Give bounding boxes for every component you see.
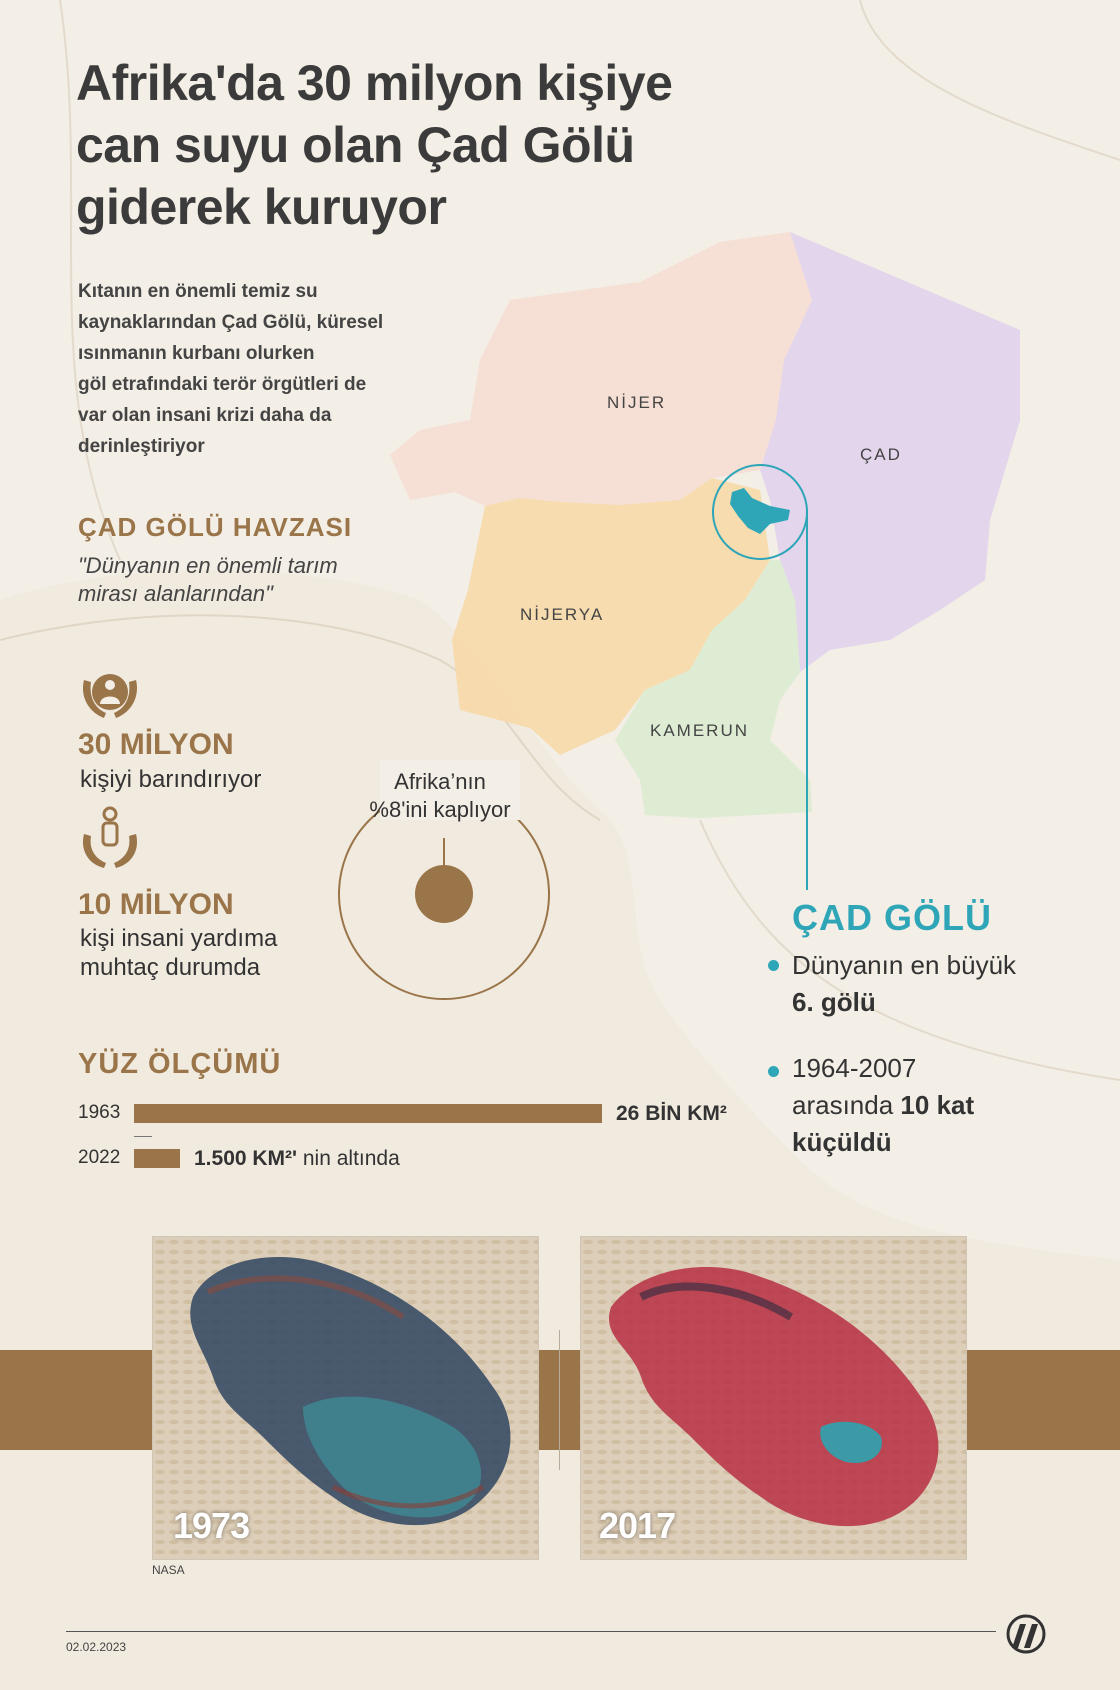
area-value: 26 BİN KM² xyxy=(616,1102,727,1125)
family-hands-icon xyxy=(78,666,142,722)
photo-year-label: 1973 xyxy=(173,1505,250,1546)
country-label-nigeria: NİJERYA xyxy=(520,605,605,624)
fact-line: Dünyanın en büyük xyxy=(792,950,1017,980)
year-2022: 2022 xyxy=(78,1147,121,1168)
photo-year-label: 2017 xyxy=(599,1505,676,1546)
photo-divider xyxy=(559,1330,560,1470)
area-value: 1.500 KM²' xyxy=(194,1147,298,1170)
niger-region xyxy=(390,232,812,506)
title-line: can suyu olan Çad Gölü xyxy=(76,117,635,173)
country-label-niger: NİJER xyxy=(607,393,667,412)
stat-description xyxy=(80,924,277,982)
intro-line: göl etrafındaki terör örgütleri de xyxy=(78,374,367,395)
intro-line: Kıtanın en önemli temiz su xyxy=(78,281,318,302)
intro-line: kaynaklarından Çad Gölü, küresel xyxy=(78,312,384,333)
coverage-line: %8'ini kaplıyor xyxy=(369,797,511,822)
intro-line: derinleştiriyor xyxy=(78,436,205,457)
quote-line: mirası alanlarından" xyxy=(78,581,273,606)
aa-logo xyxy=(1004,1614,1048,1654)
title-line: Afrika'da 30 milyon kişiye xyxy=(76,55,673,111)
stat-number: 30 MİLYON xyxy=(78,728,234,761)
page-title xyxy=(76,52,796,238)
fact-line: 6. gölü xyxy=(792,987,876,1017)
footer-line xyxy=(66,1631,996,1632)
basin-heading: ÇAD GÖLÜ HAVZASI xyxy=(78,512,353,542)
country-label-chad: ÇAD xyxy=(860,445,902,464)
area-label-2022 xyxy=(194,1147,400,1171)
satellite-photo-2017 xyxy=(580,1236,967,1560)
stat-line: muhtaç durumda xyxy=(80,954,261,981)
coverage-inner-disc xyxy=(415,865,473,923)
stat-line: kişi insani yardıma xyxy=(80,925,278,952)
surface-heading: YÜZ ÖLÇÜMÜ xyxy=(78,1048,282,1080)
bullet-dot xyxy=(768,1066,779,1077)
year-1963: 1963 xyxy=(78,1102,121,1123)
fact-line: küçüldü xyxy=(792,1127,892,1157)
fact-line: arasında 10 kat xyxy=(792,1090,975,1120)
fact-line: 1964-2007 xyxy=(792,1053,917,1083)
intro-line: var olan insani krizi daha da xyxy=(78,405,332,426)
bullet-dot xyxy=(768,960,779,971)
stat-line: kişiyi barındırıyor xyxy=(80,766,262,793)
lake-fact-1 xyxy=(792,947,1016,1021)
lake-fact-2 xyxy=(792,1050,974,1161)
stat-number: 10 MİLYON xyxy=(78,888,234,921)
publish-date: 02.02.2023 xyxy=(66,1640,127,1654)
intro-line: ısınmanın kurbanı olurken xyxy=(78,343,315,364)
area-bar-1963 xyxy=(134,1104,602,1123)
area-label-1963 xyxy=(616,1102,727,1126)
divider-tick xyxy=(134,1136,152,1137)
satellite-photo-1973 xyxy=(152,1236,539,1560)
intro-text xyxy=(78,276,408,462)
coverage-label xyxy=(360,768,520,824)
photo-credit: NASA xyxy=(152,1563,185,1577)
stat-description xyxy=(80,765,261,794)
coverage-line: Afrika’nın xyxy=(394,769,486,794)
area-suffix: nin altında xyxy=(302,1147,400,1170)
basin-quote xyxy=(78,552,408,608)
quote-line: "Dünyanın en önemli tarım xyxy=(78,553,338,578)
lake-heading: ÇAD GÖLÜ xyxy=(792,897,992,938)
area-bar-2022 xyxy=(134,1149,180,1168)
title-line: giderek kuruyor xyxy=(76,179,447,235)
person-hands-icon xyxy=(78,806,142,872)
country-label-cameroon: KAMERUN xyxy=(650,721,750,740)
